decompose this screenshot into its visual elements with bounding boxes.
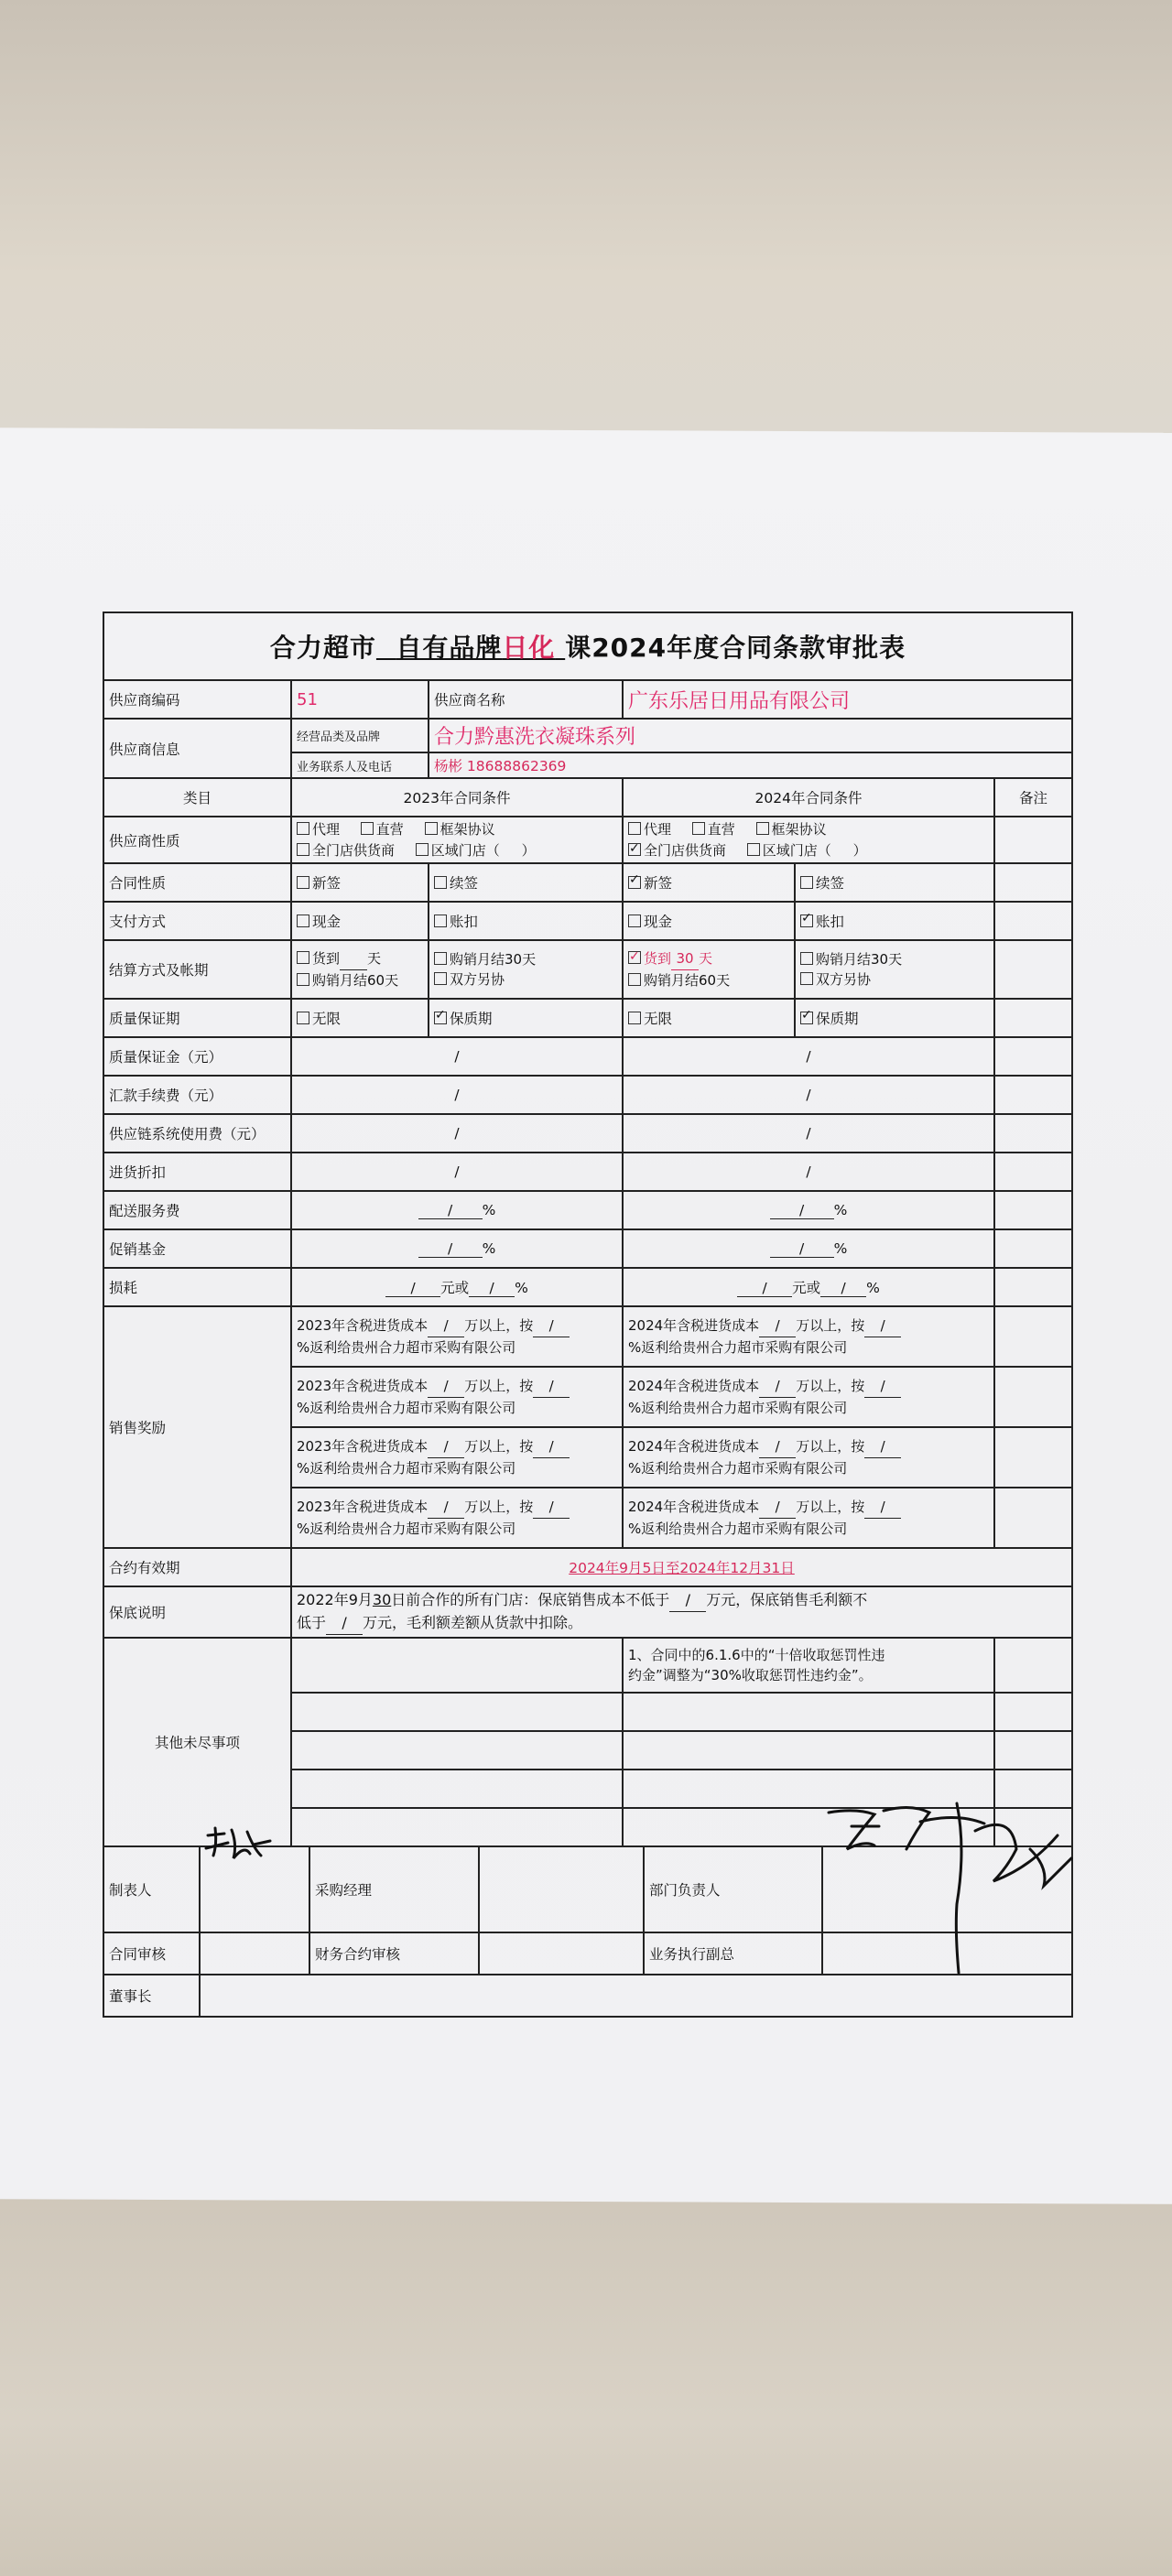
checkbox[interactable]	[628, 822, 641, 835]
contract-type-label: 合同性质	[103, 863, 291, 902]
sales-reward-label: 销售奖励	[103, 1306, 291, 1548]
finance-review-label: 财务合约审核	[309, 1932, 479, 1975]
sales-2023-tier: 2023年含税进货成本 / 万以上，按 / %返利给贵州合力超市采购有限公司	[291, 1488, 623, 1548]
checkbox[interactable]	[434, 972, 447, 985]
checkbox[interactable]	[425, 822, 438, 835]
warranty-label: 质量保证期	[103, 999, 291, 1037]
contact-value: 杨彬 18688862369	[429, 752, 1072, 778]
checkbox[interactable]	[297, 843, 309, 856]
chairman-label: 董事长	[103, 1975, 200, 2017]
checkbox-checked[interactable]	[628, 951, 641, 964]
form-title: 合力超市 自有品牌日化 课2024年度合同条款审批表	[103, 612, 1072, 680]
checkbox-checked[interactable]	[800, 1012, 813, 1024]
checkbox[interactable]	[297, 876, 309, 889]
checkbox-checked[interactable]	[628, 876, 641, 889]
checkbox-checked[interactable]	[800, 915, 813, 927]
nature-2023: 代理 直营 框架协议 全门店供货商 区域门店（ ）	[291, 817, 623, 863]
checkbox[interactable]	[628, 973, 641, 986]
vp-label: 业务执行副总	[644, 1932, 822, 1975]
category-value: 合力黔惠洗衣凝珠系列	[429, 719, 1072, 752]
supplier-name: 广东乐居日用品有限公司	[623, 680, 1072, 719]
loss-label: 损耗	[103, 1268, 291, 1306]
contract-review-label: 合同审核	[103, 1932, 200, 1975]
guarantee-text: 2022年9月30日前合作的所有门店：保底销售成本不低于 / 万元，保底销售毛利额不 低于 / 万元，毛利额差额从货款中扣除。	[291, 1586, 1072, 1638]
checkbox[interactable]	[800, 952, 813, 965]
sales-2024-tier: 2024年含税进货成本 / 万以上，按 / %返利给贵州合力超市采购有限公司	[623, 1488, 994, 1548]
row-label: 汇款手续费（元）	[103, 1076, 291, 1114]
sales-2024-tier: 2024年含税进货成本 / 万以上，按 / %返利给贵州合力超市采购有限公司	[623, 1306, 994, 1367]
settlement-label: 结算方式及帐期	[103, 940, 291, 999]
guarantee-label: 保底说明	[103, 1586, 291, 1638]
desk-background	[0, 2188, 1172, 2576]
col-note: 备注	[994, 778, 1072, 817]
checkbox[interactable]	[434, 952, 447, 965]
checkbox[interactable]	[800, 876, 813, 889]
sales-2023-tier: 2023年含税进货成本 / 万以上，按 / %返利给贵州合力超市采购有限公司	[291, 1367, 623, 1427]
category-label: 经营品类及品牌	[291, 719, 429, 752]
checkbox[interactable]	[434, 915, 447, 927]
col-2023: 2023年合同条件	[291, 778, 623, 817]
supplier-name-label: 供应商名称	[429, 680, 623, 719]
supplier-code-label: 供应商编码	[103, 680, 291, 719]
checkbox[interactable]	[747, 843, 760, 856]
maker-label: 制表人	[103, 1846, 200, 1932]
checkbox-checked[interactable]	[628, 843, 641, 856]
dept-head-signature-cell	[822, 1846, 1072, 1932]
sales-2024-tier: 2024年含税进货成本 / 万以上，按 / %返利给贵州合力超市采购有限公司	[623, 1427, 994, 1488]
checkbox-checked[interactable]	[434, 1012, 447, 1024]
other-note: 1、合同中的6.1.6中的“十倍收取惩罚性违 约金”调整为“30%收取惩罚性违约金”。	[623, 1638, 994, 1693]
row-label: 供应链系统使用费（元）	[103, 1114, 291, 1153]
sales-2023-tier: 2023年含税进货成本 / 万以上，按 / %返利给贵州合力超市采购有限公司	[291, 1427, 623, 1488]
row-label: 进货折扣	[103, 1153, 291, 1191]
contact-label: 业务联系人及电话	[291, 752, 429, 778]
validity-value: 2024年9月5日至2024年12月31日	[291, 1548, 1072, 1586]
supplier-code: 51	[291, 680, 429, 719]
checkbox[interactable]	[756, 822, 769, 835]
approval-form: 合力超市 自有品牌日化 课2024年度合同条款审批表 供应商编码 51 供应商名称 广东乐居日用品有限公司 供应商信息 经营品类及品牌 合力黔惠洗衣凝珠系列 业务联系人及电话 杨彬 18688862369 类目 2023年合同条件 2024年合同条件 备注 供应商性质 代理 直营 框架协议 全门店供货商 区域门店（ ） 代理 直营 框架协议 ✓全门店供货商 区域门店（ ） 合同性质 新签 续签 ✓ 新签 续签 支付方式 现金 账扣 现金 ✓ 账扣 结算方式及帐期 货到 天 购销月结60天 购销月结30天 双方另协 ✓货到 30 天 购销月结60天 购销月结30天 双方另协 质量保证期 无限 ✓ 保质期 无限 ✓ 保质期 质量保证金（元） / / 汇款手续费（元） / / 供应链系统使用费（元） / / 进货折扣 / / 配送服务费 / % / % 促销基金 / % / % 损耗 / 元或 / % / 元或 / % 销售奖励 2023年含税进货成本 / 万以上，按 / %返利给贵州合力超市采购有限公司 2024年含税进货成本 / 万以上，按 / %返利给贵州合力超市采购有限公司 2023年含税进货成本 / 万以上，按 / %返利给贵州合力超市采购有限公司 2024年含税进货成本 / 万以上，按 / %返利给贵州合力超市采购有限公司 2023年含税进货成本 / 万以上，按 / %返利给贵州合力超市采购有限公司 2024年含税进货成本 / 万以上，按 / %返利给贵州合力超市采购有限公司 2023年含税进货成本 / 万以上，按 / %返利给贵州合力超市采购有限公司 2024年含税进货成本 / 万以上，按 / %返利给贵州合力超市采购有限公司 合约有效期 2024年9月5日至2024年12月31日 保底说明 2022年9月30日前合作的所有门店：保底销售成本不低于 / 万元，保底销售毛利额不 低于 / 万元，毛利额差额从货款中扣除。 其他未尽事项 1、合同中的6.1.6中的“十倍收取惩罚性违 约金”调整为“30%收取惩罚性违约金”。 制表人 采购经理 部门负责人 合同审核 财务合约审核 业务执行副总 董事长	[103, 612, 1071, 2018]
checkbox[interactable]	[800, 972, 813, 985]
checkbox[interactable]	[297, 822, 309, 835]
payment-label: 支付方式	[103, 902, 291, 940]
col-2024: 2024年合同条件	[623, 778, 994, 817]
maker-signature-cell	[200, 1846, 309, 1932]
checkbox[interactable]	[434, 876, 447, 889]
checkbox[interactable]	[628, 915, 641, 927]
validity-label: 合约有效期	[103, 1548, 291, 1586]
checkbox[interactable]	[297, 915, 309, 927]
checkbox[interactable]	[297, 1012, 309, 1024]
checkbox[interactable]	[297, 973, 309, 986]
checkbox[interactable]	[416, 843, 429, 856]
checkbox[interactable]	[297, 951, 309, 964]
sales-2023-tier: 2023年含税进货成本 / 万以上，按 / %返利给贵州合力超市采购有限公司	[291, 1306, 623, 1367]
col-category: 类目	[103, 778, 291, 817]
supplier-info-label: 供应商信息	[103, 719, 291, 778]
purchase-mgr-label: 采购经理	[309, 1846, 479, 1932]
dept-head-label: 部门负责人	[644, 1846, 822, 1932]
nature-label: 供应商性质	[103, 817, 291, 863]
row-label: 促销基金	[103, 1229, 291, 1268]
row-label: 配送服务费	[103, 1191, 291, 1229]
checkbox[interactable]	[692, 822, 705, 835]
note-cell	[994, 817, 1072, 863]
nature-2024: 代理 直营 框架协议 ✓全门店供货商 区域门店（ ）	[623, 817, 994, 863]
other-label: 其他未尽事项	[103, 1638, 291, 1846]
checkbox[interactable]	[628, 1012, 641, 1024]
sales-2024-tier: 2024年含税进货成本 / 万以上，按 / %返利给贵州合力超市采购有限公司	[623, 1367, 994, 1427]
checkbox[interactable]	[361, 822, 374, 835]
row-label: 质量保证金（元）	[103, 1037, 291, 1076]
